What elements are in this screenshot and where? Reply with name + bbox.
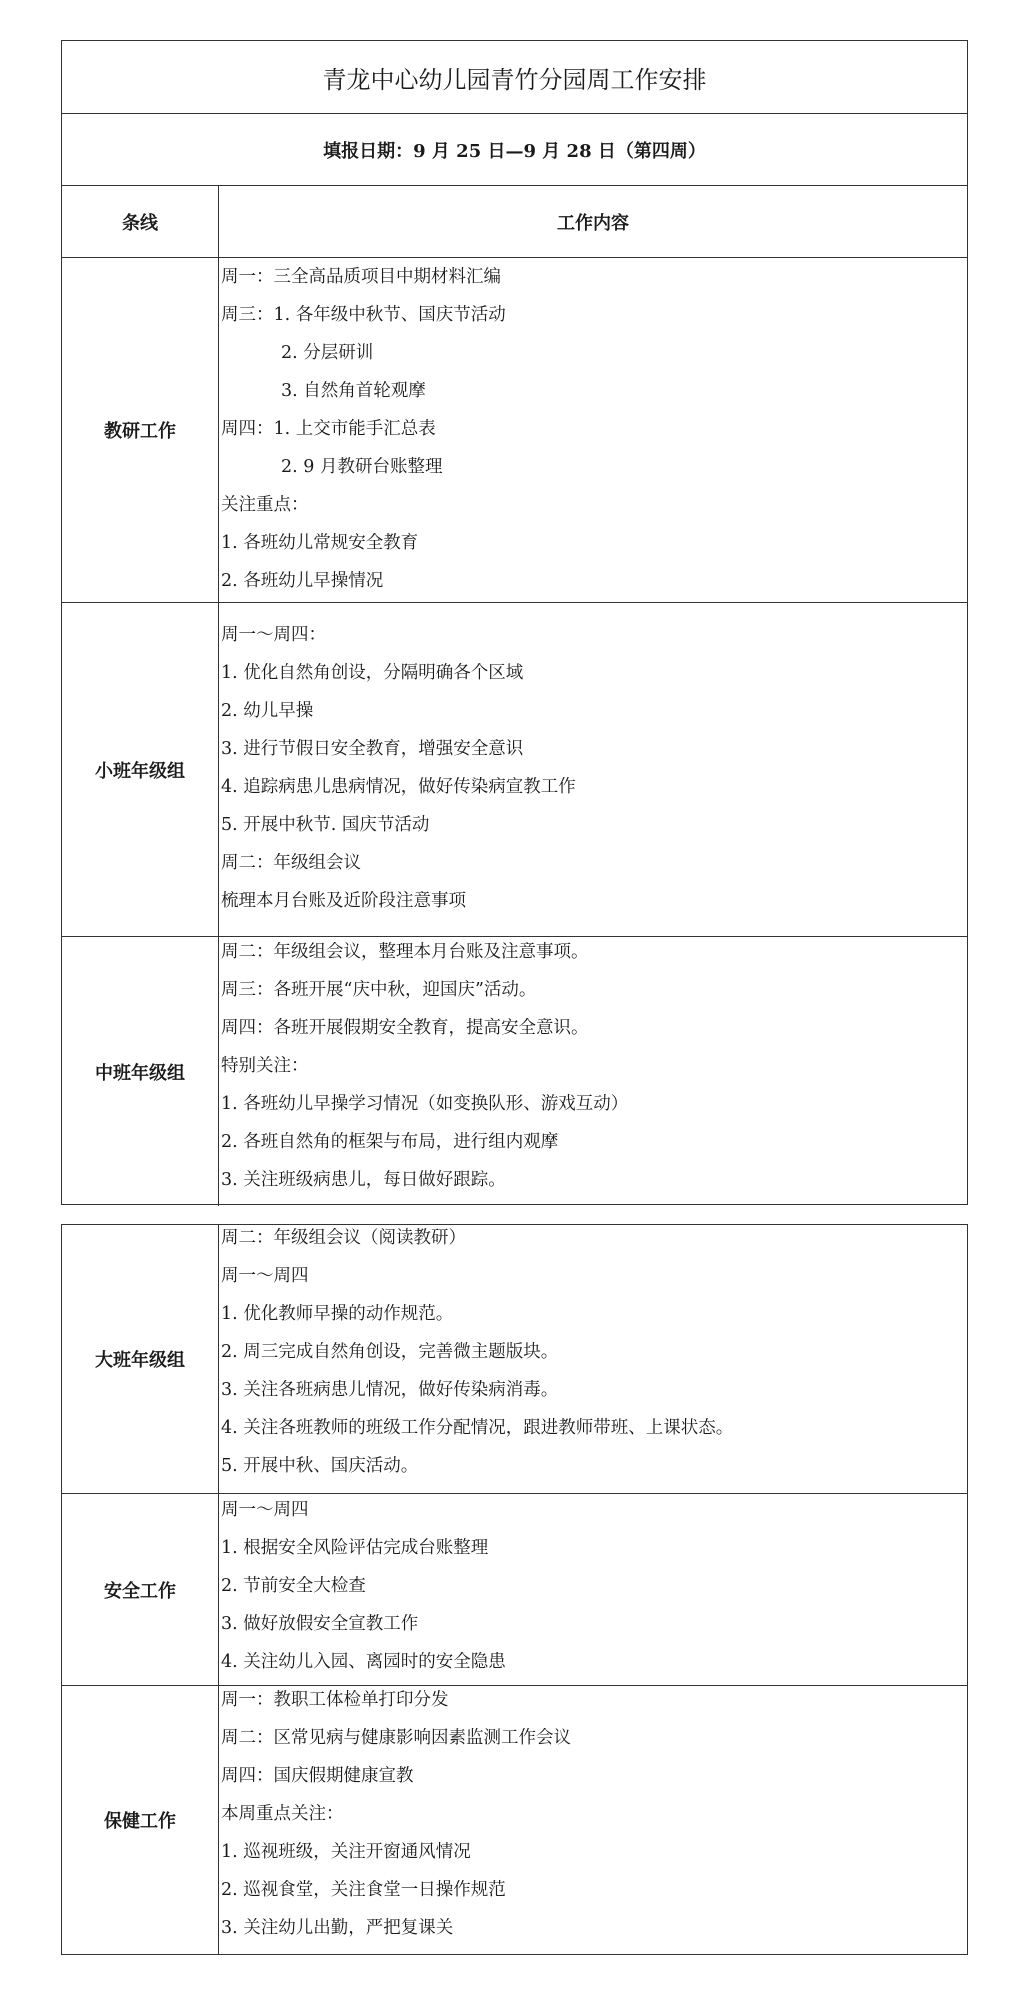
section-small-class — [62, 602, 967, 936]
section-research — [62, 257, 967, 602]
content-line: 周四：1. 上交市能手汇总表 — [221, 419, 436, 439]
content-line: 2. 各班幼儿早操情况 — [221, 571, 384, 591]
section-label: 教研工作 — [62, 258, 219, 602]
header-category-text: 条线 — [122, 212, 158, 234]
section-safety — [62, 1493, 967, 1685]
content-line: 2. 9 月教研台账整理 — [281, 457, 443, 477]
content-line: 周一～周四 — [221, 1266, 309, 1286]
content-line: 3. 做好放假安全宣教工作 — [221, 1614, 419, 1634]
content-line: 周三：各班开展“庆中秋，迎国庆”活动。 — [221, 980, 537, 1000]
content-line: 周一：三全高品质项目中期材料汇编 — [221, 267, 501, 287]
date-row — [62, 113, 967, 185]
schedule-table-part-1 — [61, 40, 968, 1205]
schedule-table-part-2 — [61, 1224, 968, 1955]
content-line: 周一～周四 — [221, 1500, 309, 1520]
content-line: 3. 关注班级病患儿，每日做好跟踪。 — [221, 1170, 506, 1190]
content-line: 4. 追踪病患儿患病情况，做好传染病宣教工作 — [221, 777, 576, 797]
content-line: 1. 根据安全风险评估完成台账整理 — [221, 1538, 489, 1558]
content-line: 4. 关注幼儿入园、离园时的安全隐患 — [221, 1652, 506, 1672]
section-content — [219, 937, 967, 1206]
content-line: 周二：年级组会议，整理本月台账及注意事项。 — [221, 942, 589, 962]
content-line: 2. 分层研训 — [281, 343, 374, 363]
section-label: 中班年级组 — [62, 937, 219, 1206]
content-line: 周一：教职工体检单打印分发 — [221, 1690, 449, 1710]
content-line: 周二：区常见病与健康影响因素监测工作会议 — [221, 1728, 571, 1748]
section-content — [219, 258, 967, 602]
header-category — [62, 186, 219, 257]
section-large-class — [62, 1225, 967, 1493]
content-line: 周一～周四： — [221, 625, 326, 645]
content-line: 梳理本月台账及近阶段注意事项 — [221, 891, 466, 911]
section-label: 大班年级组 — [62, 1225, 219, 1493]
section-content — [219, 1225, 967, 1493]
section-content — [219, 1494, 967, 1685]
date-range: 填报日期：9 月 25 日—9 月 28 日（第四周） — [323, 140, 706, 162]
header-row — [62, 185, 967, 257]
content-line: 1. 巡视班级，关注开窗通风情况 — [221, 1842, 471, 1862]
section-label: 保健工作 — [62, 1686, 219, 1954]
content-line: 2. 节前安全大检查 — [221, 1576, 366, 1596]
content-line: 4. 关注各班教师的班级工作分配情况，跟进教师带班、上课状态。 — [221, 1418, 734, 1438]
content-line: 3. 关注各班病患儿情况，做好传染病消毒。 — [221, 1380, 559, 1400]
content-line: 2. 周三完成自然角创设，完善微主题版块。 — [221, 1342, 559, 1362]
header-content — [219, 186, 967, 257]
section-content — [219, 603, 967, 936]
content-line: 周四：各班开展假期安全教育，提高安全意识。 — [221, 1018, 589, 1038]
section-content — [219, 1686, 967, 1954]
content-line: 1. 各班幼儿早操学习情况（如变换队形、游戏互动） — [221, 1094, 629, 1114]
section-middle-class — [62, 936, 967, 1206]
content-line: 3. 自然角首轮观摩 — [281, 381, 426, 401]
content-line: 本周重点关注： — [221, 1804, 344, 1824]
content-line: 5. 开展中秋、国庆活动。 — [221, 1456, 419, 1476]
content-line: 特别关注： — [221, 1056, 309, 1076]
header-content-text: 工作内容 — [557, 212, 629, 234]
content-line: 2. 巡视食堂，关注食堂一日操作规范 — [221, 1880, 506, 1900]
content-line: 周三：1. 各年级中秋节、国庆节活动 — [221, 305, 506, 325]
content-line: 1. 优化教师早操的动作规范。 — [221, 1304, 454, 1324]
content-line: 周二：年级组会议（阅读教研） — [221, 1228, 466, 1248]
section-label: 小班年级组 — [62, 603, 219, 936]
content-line: 3. 关注幼儿出勤，严把复课关 — [221, 1918, 454, 1938]
page-title: 青龙中心幼儿园青竹分园周工作安排 — [322, 65, 707, 94]
content-line: 2. 幼儿早操 — [221, 701, 314, 721]
section-health — [62, 1685, 967, 1954]
content-line: 5. 开展中秋节. 国庆节活动 — [221, 815, 430, 835]
content-line: 周二：年级组会议 — [221, 853, 361, 873]
section-label: 安全工作 — [62, 1494, 219, 1685]
title-row — [62, 41, 967, 113]
content-line: 3. 进行节假日安全教育，增强安全意识 — [221, 739, 524, 759]
content-line: 2. 各班自然角的框架与布局，进行组内观摩 — [221, 1132, 559, 1152]
content-line: 周四：国庆假期健康宣教 — [221, 1766, 414, 1786]
content-line: 1. 优化自然角创设，分隔明确各个区域 — [221, 663, 524, 683]
content-line: 1. 各班幼儿常规安全教育 — [221, 533, 419, 553]
content-line: 关注重点： — [221, 495, 309, 515]
